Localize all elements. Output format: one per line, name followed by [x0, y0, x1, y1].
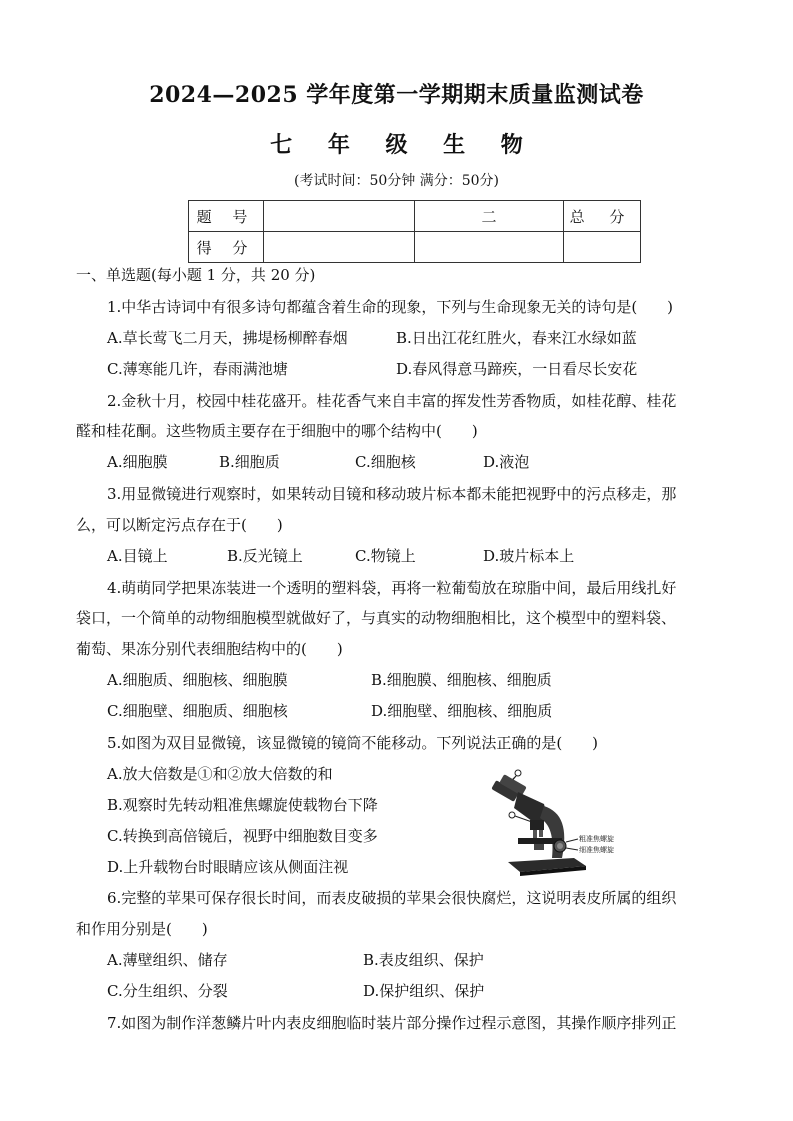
question-stem: 醛和桂花酮。这些物质主要存在于细胞中的哪个结构中( ) [76, 422, 478, 440]
score-cell: 总 分 [564, 201, 641, 232]
option-a: A.细胞膜 [107, 453, 168, 471]
question-stem: 葡萄、果冻分别代表细胞结构中的( ) [76, 640, 343, 658]
option-d: D.春风得意马蹄疾，一日看尽长安花 [396, 360, 638, 378]
option-c: C.薄寒能几许，春雨满池塘 [107, 360, 288, 378]
exam-subject: 七 年 级 生 物 [270, 132, 537, 158]
option-c: C.细胞核 [355, 453, 416, 471]
option-a: A.草长莺飞二月天，拂堤杨柳醉春烟 [107, 329, 348, 347]
question-stem: 4.萌萌同学把果冻装进一个透明的塑料袋，再将一粒葡萄放在琼脂中间，最后用线扎好 [107, 579, 677, 597]
microscope-figure [478, 762, 628, 880]
score-cell [264, 201, 415, 232]
question-stem: 2.金秋十月，校园中桂花盛开。桂花香气来自丰富的挥发性芳香物质，如桂花醇、桂花 [107, 392, 677, 410]
option-a: A.薄壁组织、储存 [107, 951, 228, 969]
option-a: A.目镜上 [107, 547, 168, 565]
coarse-focus-label: 粗准焦螺旋 [579, 835, 614, 843]
score-input-cell[interactable] [564, 232, 641, 263]
score-table [188, 200, 641, 263]
option-c: C.转换到高倍镜后，视野中细胞数目变多 [107, 827, 378, 845]
question-stem: 和作用分别是( ) [76, 920, 208, 938]
option-d: D.玻片标本上 [483, 547, 575, 565]
score-table-header-row [189, 201, 641, 232]
option-d: D.保护组织、保护 [363, 982, 485, 1000]
question-stem: 7.如图为制作洋葱鳞片叶内表皮细胞临时装片部分操作过程示意图，其操作顺序排列正 [107, 1014, 677, 1032]
question-stem: 5.如图为双目显微镜，该显微镜的镜筒不能移动。下列说法正确的是( ) [107, 734, 599, 752]
exam-title: 2024—2025 学年度第一学期期末质量监测试卷 [149, 82, 644, 108]
microscope-icon [478, 762, 628, 880]
option-a: A.细胞质、细胞核、细胞膜 [107, 671, 288, 689]
option-b: B.细胞质 [219, 453, 280, 471]
option-b: B.日出江花红胜火，春来江水绿如蓝 [396, 329, 637, 347]
option-d: D.液泡 [483, 453, 530, 471]
score-cell: 题 号 [189, 201, 264, 232]
score-table-score-row [189, 232, 641, 263]
score-cell: 二 [415, 201, 564, 232]
exam-info: (考试时间：50分钟 满分：50分) [293, 173, 499, 189]
option-b: B.细胞膜、细胞核、细胞质 [371, 671, 552, 689]
question-stem: 袋口，一个简单的动物细胞模型就做好了，与真实的动物细胞相比，这个模型中的塑料袋、 [76, 609, 677, 627]
option-d: D.细胞壁、细胞核、细胞质 [371, 702, 553, 720]
question-stem: 3.用显微镜进行观察时，如果转动目镜和移动玻片标本都未能把视野中的污点移走，那 [107, 485, 677, 503]
section-heading: 一、单选题(每小题 1 分，共 20 分) [76, 266, 316, 284]
score-input-cell[interactable] [415, 232, 564, 263]
option-c: C.分生组织、分裂 [107, 982, 228, 1000]
option-b: B.反光镜上 [227, 547, 303, 565]
question-stem: 1.中华古诗词中有很多诗句都蕴含着生命的现象，下列与生命现象无关的诗句是( ) [107, 298, 674, 316]
question-stem: 6.完整的苹果可保存很长时间，而表皮破损的苹果会很快腐烂，这说明表皮所属的组织 [107, 889, 677, 907]
option-b: B.观察时先转动粗准焦螺旋使载物台下降 [107, 796, 378, 814]
option-c: C.细胞壁、细胞质、细胞核 [107, 702, 288, 720]
option-d: D.上升载物台时眼睛应该从侧面注视 [107, 858, 349, 876]
option-c: C.物镜上 [355, 547, 416, 565]
fine-focus-label: 细准焦螺旋 [579, 846, 614, 854]
score-cell: 得 分 [189, 232, 264, 263]
score-input-cell[interactable] [264, 232, 415, 263]
question-stem: 么，可以断定污点存在于( ) [76, 516, 283, 534]
option-b: B.表皮组织、保护 [363, 951, 484, 969]
option-a: A.放大倍数是①和②放大倍数的和 [107, 765, 333, 783]
